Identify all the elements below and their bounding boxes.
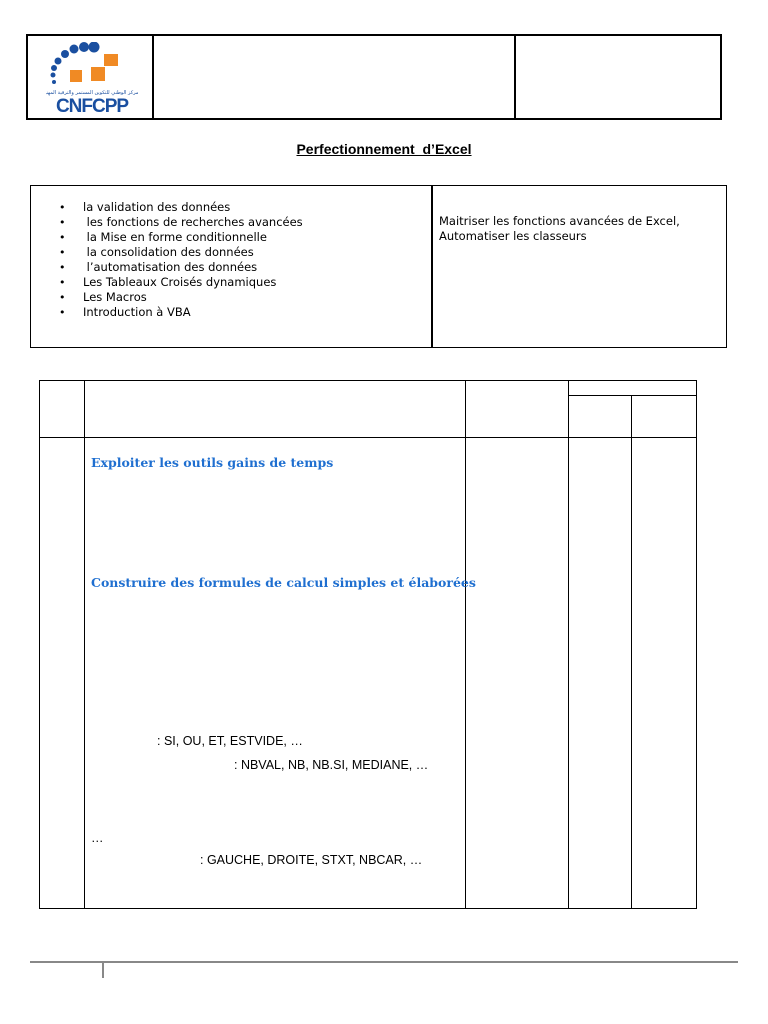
header-table: [26, 34, 722, 120]
section-title-formulas: Construire des formules de calcul simples et élaborées: [91, 575, 476, 590]
goal-line: Automatiser les classeurs: [439, 229, 587, 243]
list-item: • la Mise en forme conditionnelle: [59, 230, 303, 245]
svg-text:المركز الوطني للتكوين المستمر: المركز الوطني للتكوين المستمر والترقية المهنية: [46, 90, 138, 96]
list-item: • l’automatisation des données: [59, 260, 303, 275]
list-item: • les fonctions de recherches avancées: [59, 215, 303, 230]
function-list-text: : GAUCHE, DROITE, STXT, NBCAR, …: [200, 853, 423, 867]
logo-graphic: [46, 42, 138, 102]
logo-text: CNFCPP: [55, 96, 129, 117]
list-item: • la validation des données: [59, 200, 303, 215]
list-item: • Les Tableaux Croisés dynamiques: [59, 275, 303, 290]
objectives-content-cell: [31, 186, 433, 347]
function-list-stats: : NBVAL, NB, NB.SI, MEDIANE, …: [234, 758, 429, 772]
ellipsis-line: …: [91, 831, 104, 845]
document-title: Perfectionnement d’Excel: [296, 141, 472, 157]
section-title-time-saving: Exploiter les outils gains de temps: [91, 455, 334, 470]
row-divider: [568, 395, 696, 396]
function-list-logic: : SI, OU, ET, ESTVIDE, …: [157, 734, 303, 748]
column-divider: [631, 396, 632, 908]
footer-rule: [30, 961, 738, 963]
list-item: • Introduction à VBA: [59, 305, 303, 320]
objectives-list: [59, 200, 303, 320]
list-item: • Les Macros: [59, 290, 303, 305]
goal-line: Maitriser les fonctions avancées de Excel,: [439, 214, 680, 228]
list-item: • la consolidation des données: [59, 245, 303, 260]
footer-tick: [102, 962, 104, 978]
program-table: [39, 380, 697, 909]
cnfcpp-logo: [46, 42, 138, 118]
column-divider: [568, 381, 569, 908]
column-divider: [465, 381, 466, 908]
column-divider: [84, 381, 85, 908]
header-info-cell: [516, 36, 720, 118]
objectives-goal: [439, 214, 724, 244]
logo-cell: [28, 36, 154, 118]
objectives-table: [30, 185, 727, 348]
header-row-divider: [40, 437, 696, 438]
header-title-cell: [154, 36, 516, 118]
